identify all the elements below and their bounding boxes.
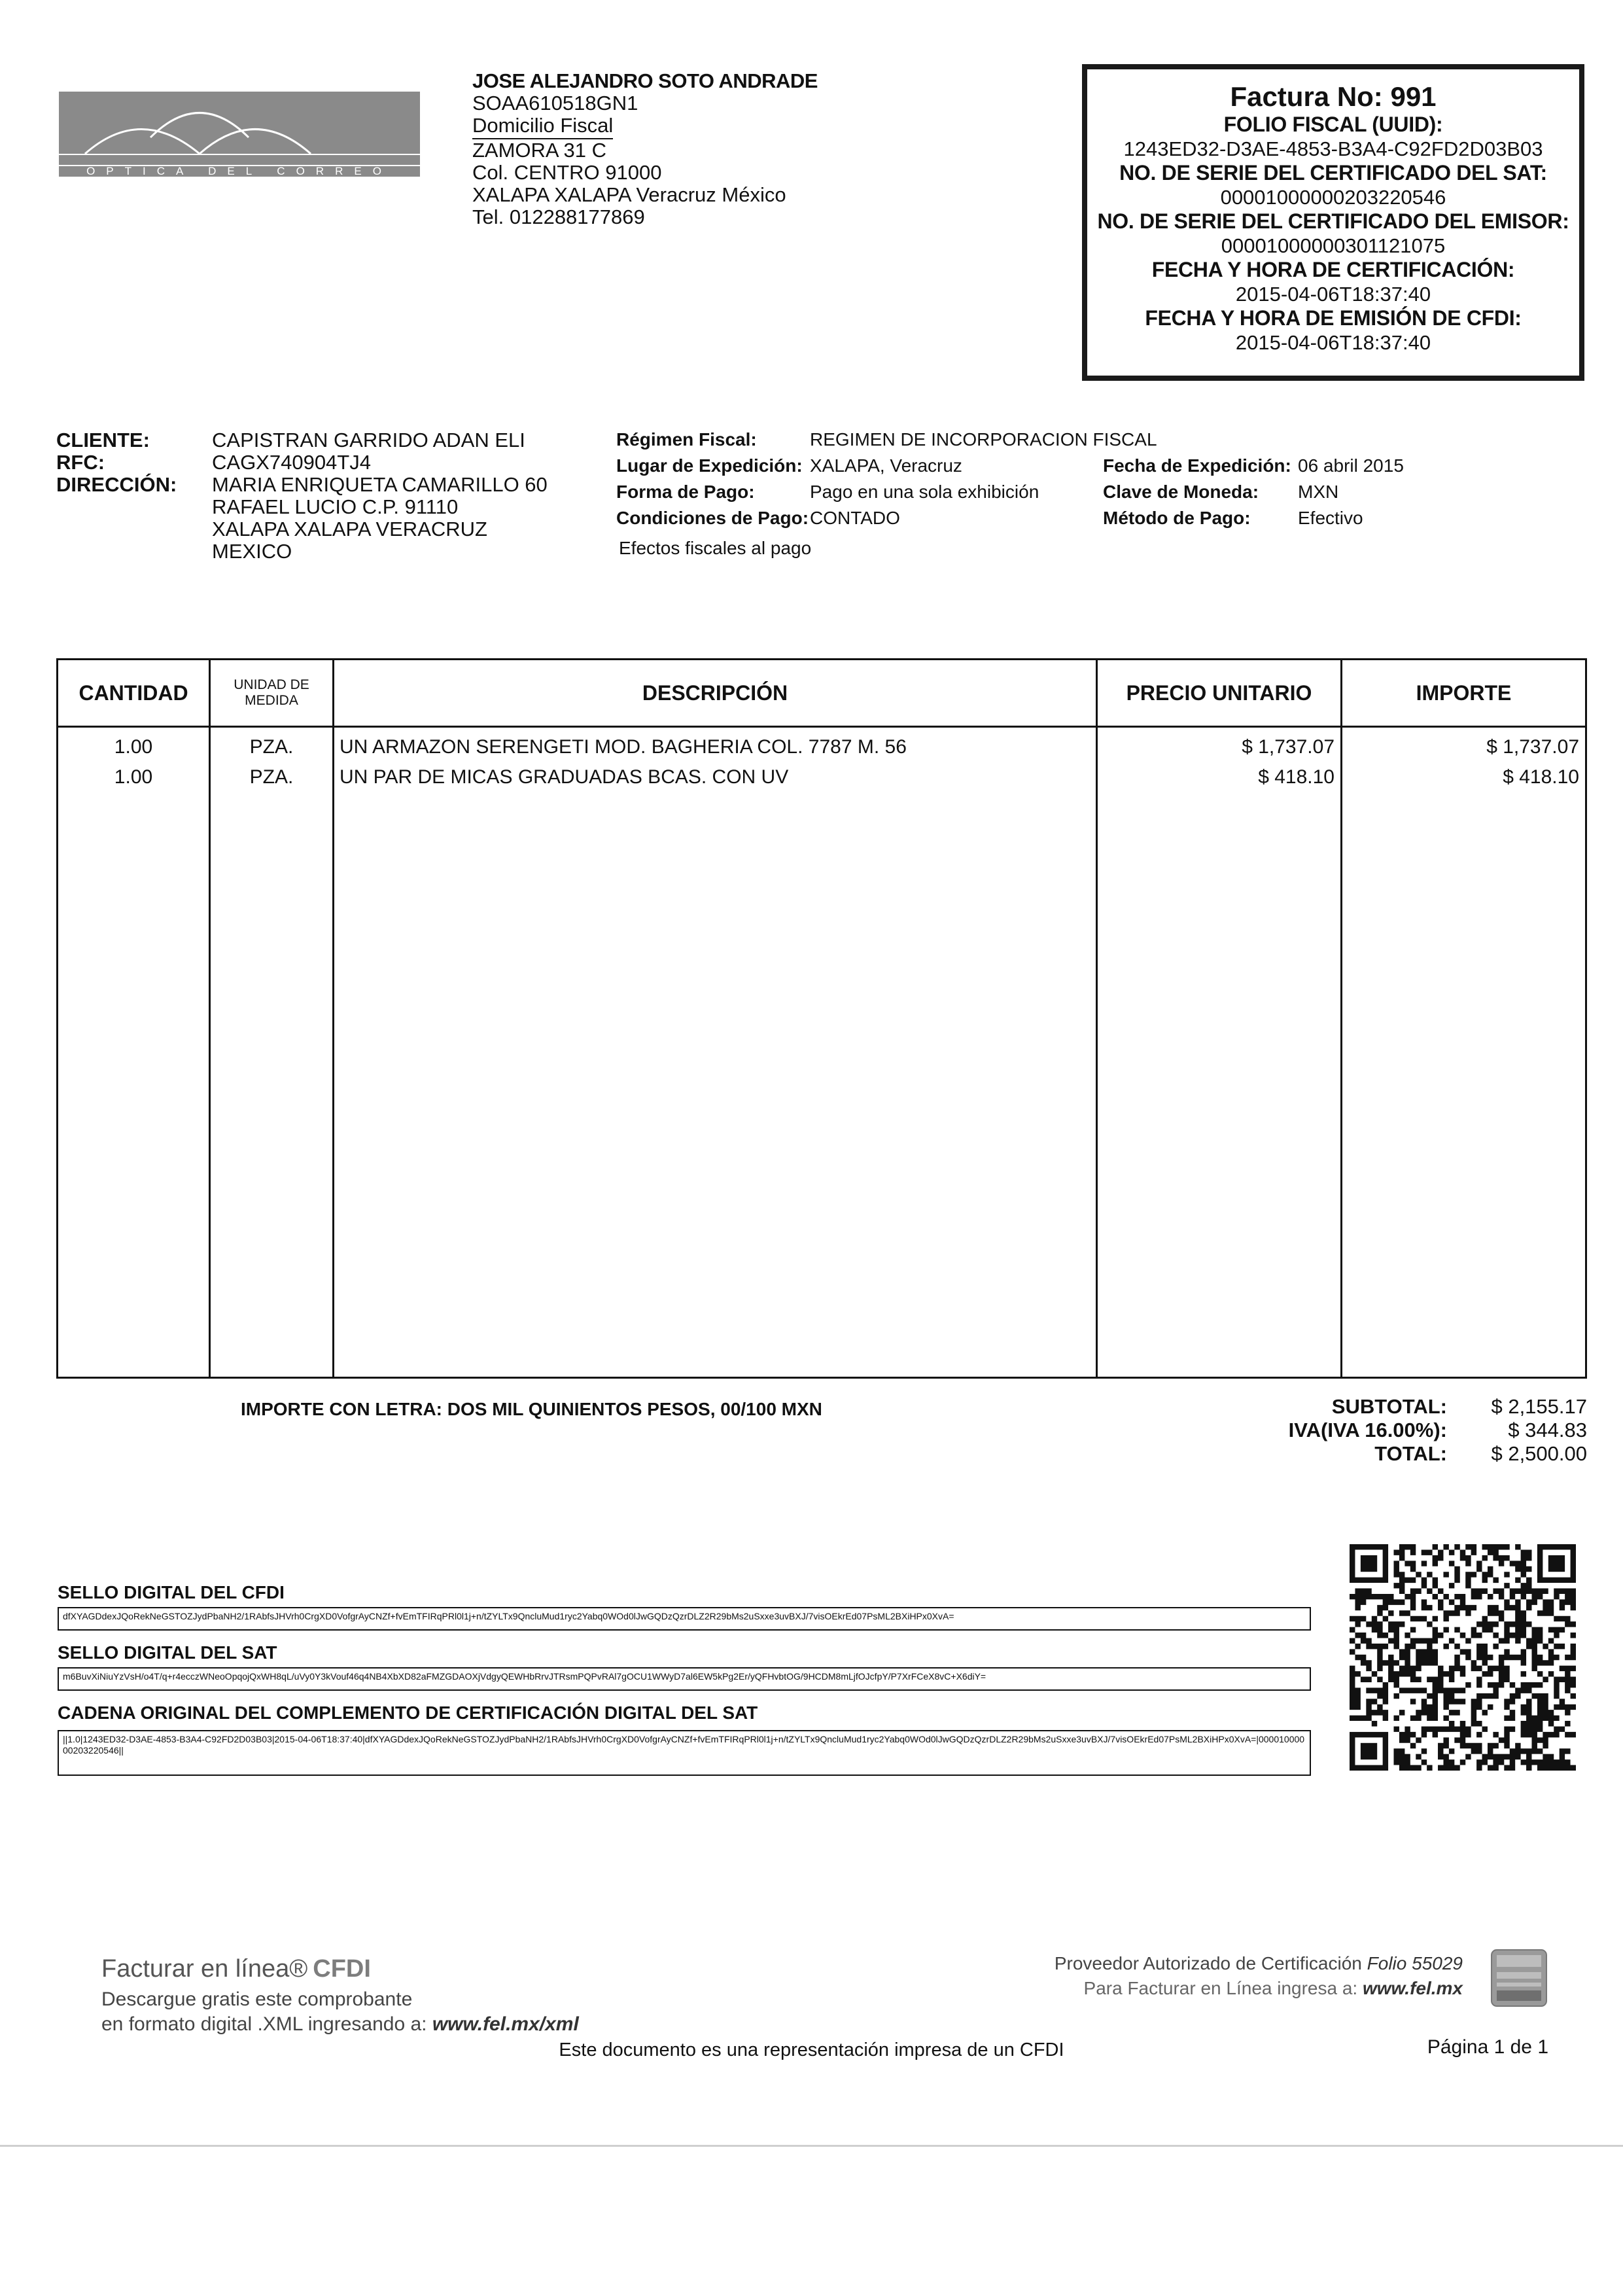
para-facturar-line [1055, 1976, 1463, 2001]
col-divider [332, 660, 334, 1377]
total-label: TOTAL: [1374, 1442, 1447, 1465]
page-number: Página 1 de 1 [1427, 2036, 1548, 2058]
emitter-block [472, 70, 818, 228]
proveedor-prefix: Proveedor Autorizado de Certificación [1054, 1953, 1367, 1973]
emitter-street: ZAMORA 31 C [472, 139, 606, 162]
sello-sat-value: m6BuvXiNiuYzVsH/o4T/q+r4ecczWNeoOpqojQxWH8qL/uVy0Y3kVouf46q4NB4XbXD82aFMZGDAOXjVdgyQEWHbRrvJTRsmPQPvRAl7gOCU1WWyD7al6EW5kPg2Er/yQFHvbtOG/9HCDM8mLjfOJcfpY/P7XrFCeX8vC+X6diY= [58, 1667, 1311, 1691]
folio-fiscal-value: 1243ED32-D3AE-4853-B3A4-C92FD2D03B03 [1123, 137, 1543, 160]
sello-sat-label: SELLO DIGITAL DEL SAT [58, 1642, 277, 1663]
row-2-importe: $ 418.10 [1503, 766, 1579, 788]
sello-cfdi-label: SELLO DIGITAL DEL CFDI [58, 1582, 285, 1602]
row-1-cantidad: 1.00 [114, 736, 153, 758]
client-address-3: XALAPA XALAPA VERACRUZ [212, 518, 487, 540]
lugar-label: Lugar de Expedición: [616, 455, 803, 476]
condiciones-value: CONTADO [810, 508, 900, 528]
header-unidad-line1: UNIDAD DE [234, 677, 309, 692]
certificacion-label: FECHA Y HORA DE CERTIFICACIÓN: [1151, 258, 1515, 281]
domicilio-fiscal-label: Domicilio Fiscal [472, 115, 613, 139]
rfc-label: RFC: [56, 451, 105, 474]
fel-line2-prefix: en formato digital .XML ingresando a: [101, 2013, 432, 2035]
serie-emisor-label: NO. DE SERIE DEL CERTIFICADO DEL EMISOR: [1097, 209, 1569, 233]
emision-value: 2015-04-06T18:37:40 [1235, 331, 1431, 354]
client-labels [56, 429, 177, 496]
folio-fiscal-label: FOLIO FISCAL (UUID): [1223, 113, 1443, 136]
emitter-phone: Tel. 012288177869 [472, 205, 645, 228]
fel-title-text: Facturar en línea® [101, 1955, 308, 1983]
subtotal-value: $ 2,155.17 [1491, 1395, 1587, 1418]
items-table [56, 658, 1587, 1379]
para-prefix: Para Facturar en Línea ingresa a: [1083, 1978, 1363, 1998]
client-address-2: RAFAEL LUCIO C.P. 91110 [212, 495, 459, 518]
proveedor-folio: Folio 55029 [1367, 1953, 1463, 1973]
serie-sat-label: NO. DE SERIE DEL CERTIFICADO DEL SAT: [1119, 161, 1547, 185]
fiscal-labels [616, 427, 809, 531]
cliente-label: CLIENTE: [56, 429, 150, 451]
lugar-value: XALAPA, Veracruz [810, 455, 962, 476]
certificacion-value: 2015-04-06T18:37:40 [1235, 283, 1431, 306]
representacion-impresa: Este documento es una representación impresa de un CFDI [559, 2040, 1064, 2060]
emitter-city: XALAPA XALAPA Veracruz México [472, 183, 786, 206]
header-importe: IMPORTE [1416, 680, 1512, 705]
sat-badge-icon [1490, 1949, 1548, 2007]
header-divider [58, 726, 1585, 728]
cadena-original-label: CADENA ORIGINAL DEL COMPLEMENTO DE CERTIFICACIÓN DIGITAL DEL SAT [58, 1703, 758, 1723]
emision-label: FECHA Y HORA DE EMISIÓN DE CFDI: [1145, 306, 1522, 330]
fecha-expedicion-label: Fecha de Expedición: [1103, 455, 1291, 476]
client-address-4: MEXICO [212, 540, 292, 563]
row-2-unidad: PZA. [249, 766, 294, 788]
metodo-value: Efectivo [1298, 508, 1363, 528]
client-rfc: CAGX740904TJ4 [212, 451, 371, 474]
row-2-cantidad: 1.00 [114, 766, 153, 788]
iva-value: $ 344.83 [1508, 1419, 1587, 1441]
fel-line1: Descargue gratis este comprobante [101, 1988, 413, 2010]
fel-title [101, 1955, 579, 1983]
subtotal-label: SUBTOTAL: [1331, 1395, 1447, 1418]
serie-emisor-value: 00001000000301121075 [1221, 234, 1446, 257]
cadena-original-value: ||1.0|1243ED32-D3AE-4853-B3A4-C92FD2D03B03|2015-04-06T18:37:40|dfXYAGDdexJQoRekNeGSTOZJydPbaNH2/1RAbfsJHVrh0CrgXD0VofgrAyCNZf+fvEmTFIRqPRl0l1j+n/tZYLTx9QncluMud1ryc2Yabq0WOd0lJwGQDzQzrDLZ2R29bMs2uSxxe3uvBXJ/7visOEkrEd07PsML2BXiHPx0XvA=|00001000000203220546|| [58, 1730, 1311, 1776]
row-1-descripcion: UN ARMAZON SERENGETI MOD. BAGHERIA COL. 7787 M. 56 [340, 736, 907, 758]
header-unidad [211, 660, 332, 726]
client-name: CAPISTRAN GARRIDO ADAN ELI [212, 429, 525, 451]
fel-line2 [101, 2012, 579, 2037]
header-unidad-line2: MEDIDA [245, 693, 298, 708]
fecha-expedicion-value: 06 abril 2015 [1298, 455, 1404, 476]
fel-link[interactable]: www.fel.mx [1362, 1978, 1463, 1998]
optica-del-correo-logo [59, 92, 420, 178]
moneda-value: MXN [1298, 482, 1339, 502]
client-values [212, 429, 548, 563]
row-1-unidad: PZA. [249, 736, 294, 758]
moneda-label: Clave de Moneda: [1103, 482, 1259, 502]
emitter-colonia: Col. CENTRO 91000 [472, 161, 662, 184]
fel-right-block [1055, 1951, 1463, 2001]
proveedor-line [1055, 1951, 1463, 1976]
metodo-label: Método de Pago: [1103, 508, 1251, 528]
qr-code [1348, 1544, 1578, 1771]
totals-labels [1178, 1395, 1447, 1466]
regimen-label: Régimen Fiscal: [616, 429, 757, 450]
row-2-precio: $ 418.10 [1258, 766, 1335, 788]
condiciones-label: Condiciones de Pago: [616, 508, 809, 528]
row-1-precio: $ 1,737.07 [1242, 736, 1335, 758]
regimen-value: REGIMEN DE INCORPORACION FISCAL [810, 429, 1157, 450]
fiscal-values-right [1298, 453, 1404, 531]
svg-text:OPTICA DEL CORREO: OPTICA DEL CORREO [86, 165, 393, 177]
forma-value: Pago en una sola exhibición [810, 482, 1039, 502]
total-value: $ 2,500.00 [1491, 1442, 1587, 1465]
iva-label: IVA(IVA 16.00%): [1288, 1419, 1447, 1441]
emitter-rfc: SOAA610518GN1 [472, 92, 638, 115]
row-1-importe: $ 1,737.07 [1486, 736, 1579, 758]
header-descripcion: DESCRIPCIÓN [642, 680, 788, 705]
header-precio: PRECIO UNITARIO [1126, 680, 1312, 705]
forma-label: Forma de Pago: [616, 482, 755, 502]
factura-number: Factura No: 991 [1230, 81, 1437, 112]
header-cantidad: CANTIDAD [79, 680, 188, 705]
factura-info-box [1082, 64, 1584, 381]
client-address-1: MARIA ENRIQUETA CAMARILLO 60 [212, 473, 548, 496]
emitter-name: JOSE ALEJANDRO SOTO ANDRADE [472, 69, 818, 92]
serie-sat-value: 00001000000203220546 [1220, 186, 1446, 209]
totals-values [1456, 1395, 1587, 1466]
importe-con-letra: IMPORTE CON LETRA: DOS MIL QUINIENTOS PESOS, 00/100 MXN [241, 1399, 822, 1419]
fel-cfdi: CFDI [313, 1955, 371, 1983]
sello-cfdi-value: dfXYAGDdexJQoRekNeGSTOZJydPbaNH2/1RAbfsJHVrh0CrgXD0VofgrAyCNZf+fvEmTFIRqPRl0l1j+n/tZYLTx9QncluMud1ryc2Yabq0WOd0lJwGQDzQzrDLZ2R29bMs2uSxxe3uvBXJ/7visOEkrEd07PsML2BXiHPx0XvA= [58, 1607, 1311, 1631]
row-2-descripcion: UN PAR DE MICAS GRADUADAS BCAS. CON UV [340, 766, 789, 788]
scan-edge-line [0, 2145, 1623, 2147]
fel-left-block [101, 1955, 579, 2037]
fiscal-labels-right [1103, 453, 1291, 531]
fel-xml-link[interactable]: www.fel.mx/xml [432, 2013, 579, 2035]
efectos-fiscales: Efectos fiscales al pago [619, 538, 812, 558]
direccion-label: DIRECCIÓN: [56, 473, 177, 496]
